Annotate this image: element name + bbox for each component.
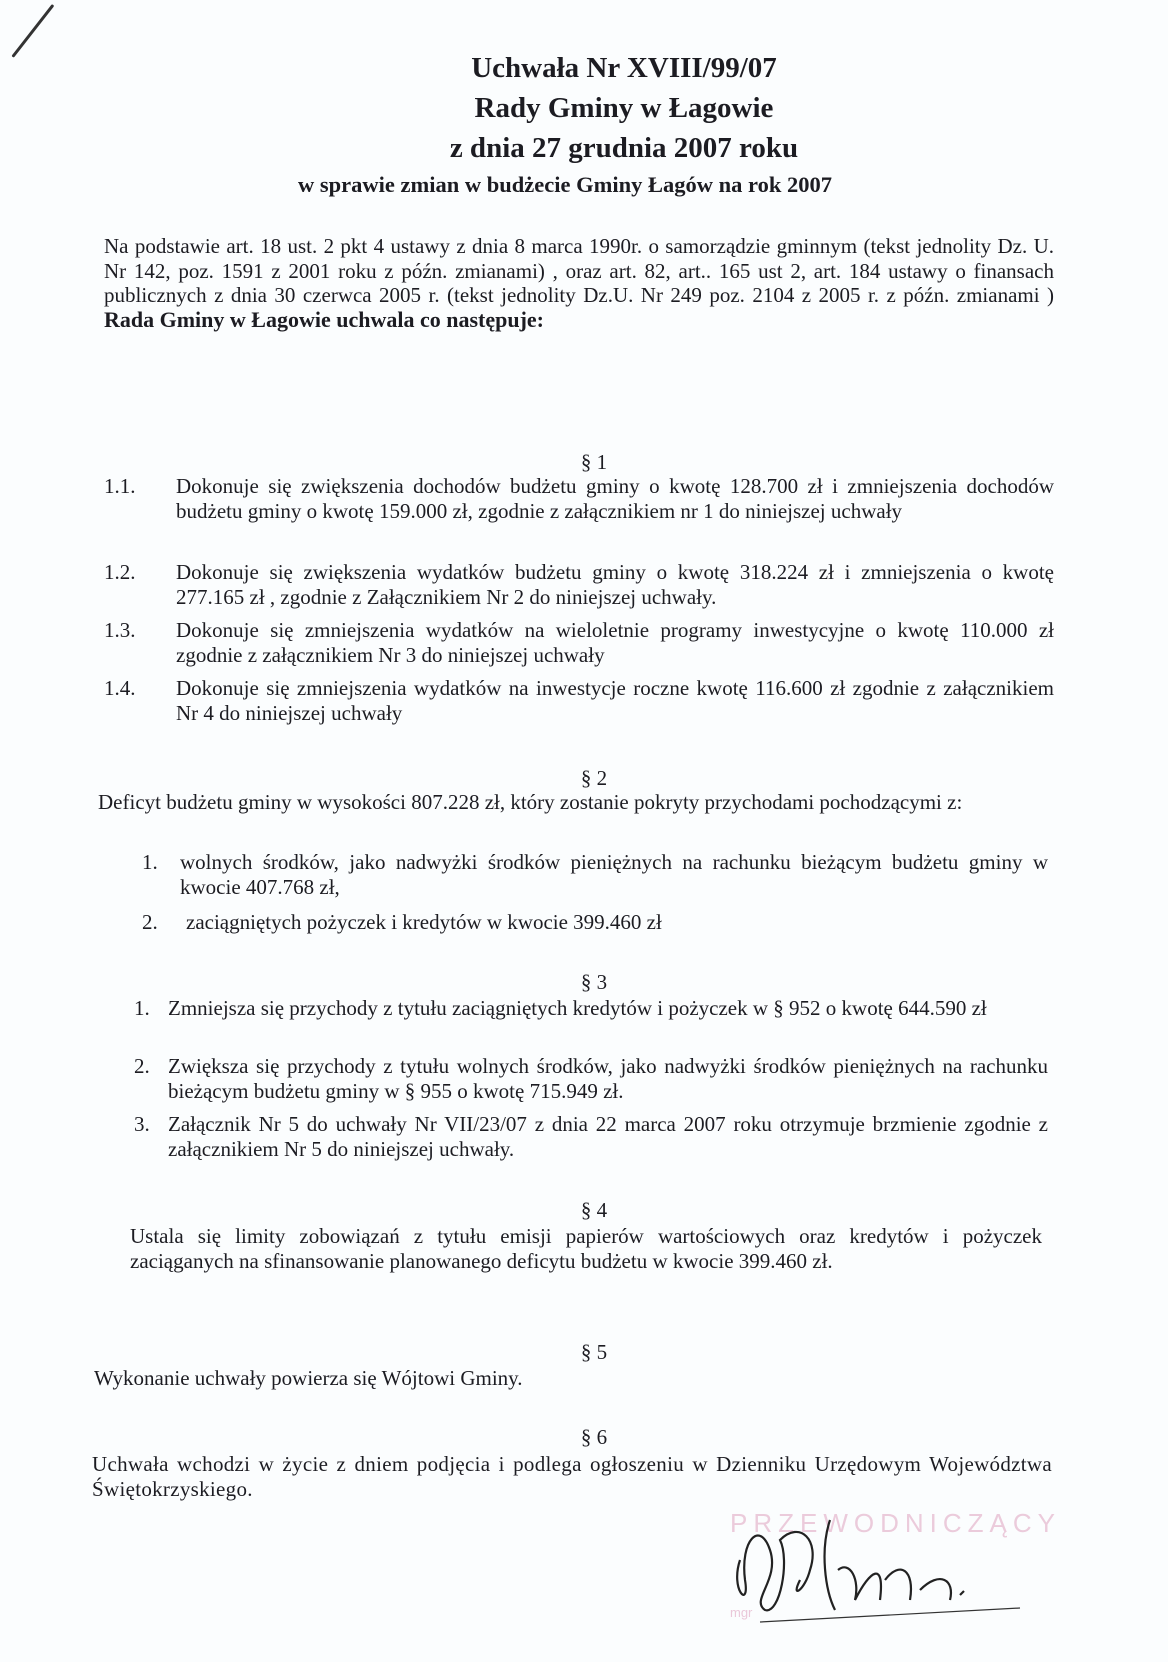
section-6-text: Uchwała wchodzi w życie z dniem podjęcia i podlega ogłoszeniu w Dzienniku Urzędowym Województwa Świętokrzyskiego. [92,1452,1052,1501]
resolution-subject: w sprawie zmian w budżecie Gminy Łagów na rok 2007 [298,172,832,197]
signature [720,1500,1040,1630]
section-4-heading: § 4 [580,1198,608,1222]
section-5-heading: § 5 [580,1340,608,1364]
section-5-text: Wykonanie uchwały powierza się Wójtowi Gminy. [94,1366,523,1390]
item-text: Dokonuje się zmniejszenia wydatków na inwestycje roczne kwotę 116.600 zł zgodnie z załącznikiem Nr 4 do niniejszej uchwały [176,676,1054,725]
council-name: Rady Gminy w Łagowie [474,92,774,124]
item-number: 1.4. [104,676,136,700]
item-text: Zwiększa się przychody z tytułu wolnych środków, jako nadwyżki środków pieniężnych na rachunku bieżącym budżetu gminy w § 955 o kwotę 715.949 zł. [168,1054,1048,1103]
stamp-name: mgr [730,1605,753,1620]
item-text: Dokonuje się zwiększenia dochodów budżetu gminy o kwotę 128.700 zł i zmniejszenia dochodów budżetu gminy o kwotę 159.000 zł, zgodnie z załącznikiem nr 1 do niniejszej uchwały [176,474,1054,523]
section-2-text: Deficyt budżetu gminy w wysokości 807.228 zł, który zostanie pokryty przychodami pochodzącymi z: [98,790,963,814]
resolution-number: Uchwała Nr XVIII/99/07 [471,52,777,84]
section-2-heading: § 2 [580,766,608,790]
stamp-title: PRZEWODNICZĄCY [730,1508,1061,1538]
section-1-item [104,618,1054,670]
item-text: zaciągniętych pożyczek i kredytów w kwocie 399.460 zł [186,910,662,934]
item-number: 1.2. [104,560,136,584]
item-number: 3. [134,1112,150,1136]
item-number: 1.3. [104,618,136,642]
section-1-item [104,560,1054,612]
legal-basis-paragraph [104,234,1054,332]
item-text: Zmniejsza się przychody z tytułu zaciągniętych kredytów i pożyczek w § 952 o kwotę 644.590 zł [168,996,987,1020]
section-3-item [134,996,1048,1048]
item-number: 1. [142,850,158,874]
item-number: 2. [142,910,158,934]
item-text: Dokonuje się zmniejszenia wydatków na wieloletnie programy inwestycyjne o kwotę 110.000 zł zgodnie z załącznikiem Nr 3 do niniejszej uchwały [176,618,1054,667]
item-text: wolnych środków, jako nadwyżki środków pieniężnych na rachunku bieżącym budżetu gminy w kwocie 407.768 zł, [180,850,1048,899]
item-text: Załącznik Nr 5 do uchwały Nr VII/23/07 z dnia 22 marca 2007 roku otrzymuje brzmienie zgodnie z załącznikiem Nr 5 do niniejszej uchwały. [168,1112,1048,1161]
section-2-item [142,850,1048,902]
item-number: 1. [134,996,150,1020]
item-text: Dokonuje się zwiększenia wydatków budżetu gminy o kwotę 318.224 zł i zmniejszenia o kwotę 277.165 zł , zgodnie z Załącznikiem Nr 2 do niniejszej uchwały. [176,560,1054,609]
section-1-item [104,474,1054,550]
item-number: 1.1. [104,474,136,498]
section-3-item [134,1054,1048,1106]
section-1-item [104,676,1054,728]
pen-mark [11,4,54,58]
section-2-item [142,910,1048,936]
legal-basis-text: Na podstawie art. 18 ust. 2 pkt 4 ustawy z dnia 8 marca 1990r. o samorządzie gminnym (tekst jednolity Dz. U. Nr 142, poz. 1591 z 2001 roku z późn. zmianami) , oraz art. 82, art.. 165 ust 2, art. 184 ustawy o finansach publicznych z dnia 30 czerwca 2005 r. (tekst jednolity Dz.U. Nr 249 poz. 2104 z 2005 r. z późn. zmianami ) [104,234,1054,307]
item-number: 2. [134,1054,150,1078]
section-1-heading: § 1 [580,450,608,474]
resolution-clause: Rada Gminy w Łagowie uchwala co następuje: [104,306,545,332]
section-4-text: Ustala się limity zobowiązań z tytułu emisji papierów wartościowych oraz kredytów i pożyczek zaciąganych na sfinansowanie planowanego deficytu budżetu w kwocie 399.460 zł. [130,1224,1042,1273]
section-3-heading: § 3 [580,970,608,994]
section-3-item [134,1112,1048,1164]
resolution-date: z dnia 27 grudnia 2007 roku [449,132,799,164]
section-6-heading: § 6 [580,1425,608,1449]
